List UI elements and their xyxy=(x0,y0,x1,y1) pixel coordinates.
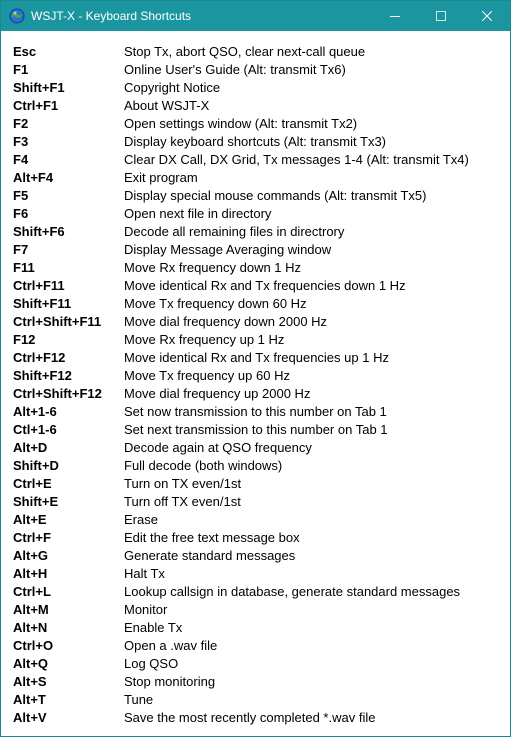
shortcut-row xyxy=(13,98,503,116)
shortcut-description: Open next file in directory xyxy=(124,206,272,221)
shortcut-description: About WSJT-X xyxy=(124,98,210,113)
shortcut-row xyxy=(13,476,503,494)
shortcut-key: Shift+F11 xyxy=(13,296,72,311)
shortcut-description: Move identical Rx and Tx frequencies up 1 Hz xyxy=(124,350,389,365)
shortcut-key: F7 xyxy=(13,242,29,257)
shortcut-key: F6 xyxy=(13,206,29,221)
minimize-button[interactable] xyxy=(372,1,418,31)
shortcut-row xyxy=(13,512,503,530)
shortcut-description: Online User's Guide (Alt: transmit Tx6) xyxy=(124,62,346,77)
shortcut-description: Move Rx frequency up 1 Hz xyxy=(124,332,285,347)
shortcut-key: Alt+M xyxy=(13,602,49,617)
shortcut-key: Alt+N xyxy=(13,620,48,635)
shortcut-key: F12 xyxy=(13,332,36,347)
shortcut-description: Turn on TX even/1st xyxy=(124,476,242,491)
shortcut-row xyxy=(13,530,503,548)
shortcut-row xyxy=(13,62,503,80)
shortcut-description: Generate standard messages xyxy=(124,548,296,563)
shortcut-description: Set next transmission to this number on Tab 1 xyxy=(124,422,388,437)
shortcut-description: Decode all remaining files in directrory xyxy=(124,224,345,239)
maximize-icon xyxy=(436,11,446,21)
shortcut-key: F11 xyxy=(13,260,35,275)
shortcut-key: Ctrl+F1 xyxy=(13,98,59,113)
shortcut-description: Set now transmission to this number on Tab 1 xyxy=(124,404,387,419)
shortcut-row xyxy=(13,152,503,170)
shortcut-row xyxy=(13,332,503,350)
shortcut-key: Shift+F1 xyxy=(13,80,65,95)
shortcut-row xyxy=(13,602,503,620)
shortcut-description: Enable Tx xyxy=(124,620,183,635)
shortcut-row xyxy=(13,116,503,134)
shortcut-description: Move identical Rx and Tx frequencies down 1 Hz xyxy=(124,278,406,293)
shortcut-row xyxy=(13,260,503,278)
shortcut-row xyxy=(13,368,503,386)
shortcuts-content xyxy=(1,31,510,736)
shortcut-description: Move Rx frequency down 1 Hz xyxy=(124,260,302,275)
shortcut-description: Open a .wav file xyxy=(124,638,218,653)
shortcut-row xyxy=(13,278,503,296)
shortcut-description: Save the most recently completed *.wav file xyxy=(124,710,376,725)
shortcut-row xyxy=(13,458,503,476)
shortcut-key: Shift+E xyxy=(13,494,59,509)
shortcut-key: Alt+D xyxy=(13,440,48,455)
shortcut-row xyxy=(13,314,503,332)
shortcut-description: Halt Tx xyxy=(124,566,165,581)
shortcut-key: Ctrl+O xyxy=(13,638,54,653)
shortcut-key: F1 xyxy=(13,62,29,77)
shortcut-key: Alt+T xyxy=(13,692,46,707)
shortcut-key: Ctrl+Shift+F11 xyxy=(13,314,102,329)
shortcut-row xyxy=(13,206,503,224)
shortcut-description: Erase xyxy=(124,512,158,527)
shortcut-description: Decode again at QSO frequency xyxy=(124,440,312,455)
shortcut-key: Alt+E xyxy=(13,512,47,527)
shortcut-description: Move dial frequency down 2000 Hz xyxy=(124,314,328,329)
shortcut-row xyxy=(13,44,503,62)
shortcut-key: Alt+G xyxy=(13,548,49,563)
shortcut-row xyxy=(13,620,503,638)
shortcut-row xyxy=(13,638,503,656)
shortcut-description: Monitor xyxy=(124,602,168,617)
shortcut-row xyxy=(13,494,503,512)
shortcut-description: Open settings window (Alt: transmit Tx2) xyxy=(124,116,358,131)
shortcut-description: Clear DX Call, DX Grid, Tx messages 1-4 (Alt: transmit Tx4) xyxy=(124,152,469,167)
shortcut-key: Ctl+1-6 xyxy=(13,422,57,437)
shortcut-description: Full decode (both windows) xyxy=(124,458,283,473)
close-icon xyxy=(482,11,492,21)
shortcut-row xyxy=(13,710,503,728)
shortcut-description: Display keyboard shortcuts (Alt: transmit Tx3) xyxy=(124,134,387,149)
shortcut-key: Shift+D xyxy=(13,458,59,473)
shortcut-row xyxy=(13,386,503,404)
shortcut-key: Shift+F6 xyxy=(13,224,65,239)
shortcut-row xyxy=(13,422,503,440)
shortcut-row xyxy=(13,548,503,566)
shortcut-description: Stop Tx, abort QSO, clear next-call queue xyxy=(124,44,366,59)
shortcut-row xyxy=(13,170,503,188)
shortcut-key: Alt+1-6 xyxy=(13,404,57,419)
minimize-icon xyxy=(390,11,400,21)
shortcut-key: Esc xyxy=(13,44,37,59)
shortcut-description: Move Tx frequency down 60 Hz xyxy=(124,296,307,311)
shortcut-row xyxy=(13,674,503,692)
shortcut-key: Shift+F12 xyxy=(13,368,72,383)
maximize-button[interactable] xyxy=(418,1,464,31)
shortcut-description: Move Tx frequency up 60 Hz xyxy=(124,368,290,383)
shortcut-key: Ctrl+F11 xyxy=(13,278,65,293)
shortcut-row xyxy=(13,134,503,152)
shortcut-row xyxy=(13,692,503,710)
shortcut-key: Alt+F4 xyxy=(13,170,54,185)
shortcut-key: Alt+Q xyxy=(13,656,49,671)
shortcut-key: F5 xyxy=(13,188,29,203)
wsjtx-globe-icon xyxy=(9,8,25,24)
shortcut-description: Move dial frequency up 2000 Hz xyxy=(124,386,311,401)
shortcut-description: Tune xyxy=(124,692,154,707)
shortcut-description: Edit the free text message box xyxy=(124,530,300,545)
shortcut-row xyxy=(13,242,503,260)
window-title: WSJT-X - Keyboard Shortcuts xyxy=(31,9,192,23)
shortcut-description: Lookup callsign in database, generate standard messages xyxy=(124,584,461,599)
shortcut-row xyxy=(13,656,503,674)
shortcut-description: Stop monitoring xyxy=(124,674,216,689)
shortcut-row xyxy=(13,350,503,368)
shortcut-description: Exit program xyxy=(124,170,198,185)
shortcut-key: F4 xyxy=(13,152,29,167)
shortcut-row xyxy=(13,188,503,206)
shortcut-description: Display Message Averaging window xyxy=(124,242,332,257)
shortcut-description: Copyright Notice xyxy=(124,80,221,95)
shortcut-row xyxy=(13,404,503,422)
shortcut-key: Ctrl+L xyxy=(13,584,51,599)
shortcut-key: Ctrl+E xyxy=(13,476,52,491)
shortcut-row xyxy=(13,566,503,584)
shortcut-description: Turn off TX even/1st xyxy=(124,494,241,509)
shortcut-row xyxy=(13,224,503,242)
shortcut-key: F2 xyxy=(13,116,29,131)
shortcut-row xyxy=(13,296,503,314)
shortcut-key: Ctrl+F12 xyxy=(13,350,66,365)
shortcut-key: Ctrl+F xyxy=(13,530,51,545)
shortcut-key: Alt+H xyxy=(13,566,48,581)
shortcut-key: Ctrl+Shift+F12 xyxy=(13,386,102,401)
close-button[interactable] xyxy=(464,1,510,31)
shortcut-description: Display special mouse commands (Alt: transmit Tx5) xyxy=(124,188,427,203)
shortcut-row xyxy=(13,584,503,602)
shortcut-key: Alt+S xyxy=(13,674,47,689)
shortcut-row xyxy=(13,440,503,458)
shortcut-row xyxy=(13,80,503,98)
shortcut-key: F3 xyxy=(13,134,29,149)
title-bar[interactable] xyxy=(1,1,510,31)
shortcut-key: Alt+V xyxy=(13,710,47,725)
shortcuts-list xyxy=(13,44,503,728)
shortcut-description: Log QSO xyxy=(124,656,179,671)
